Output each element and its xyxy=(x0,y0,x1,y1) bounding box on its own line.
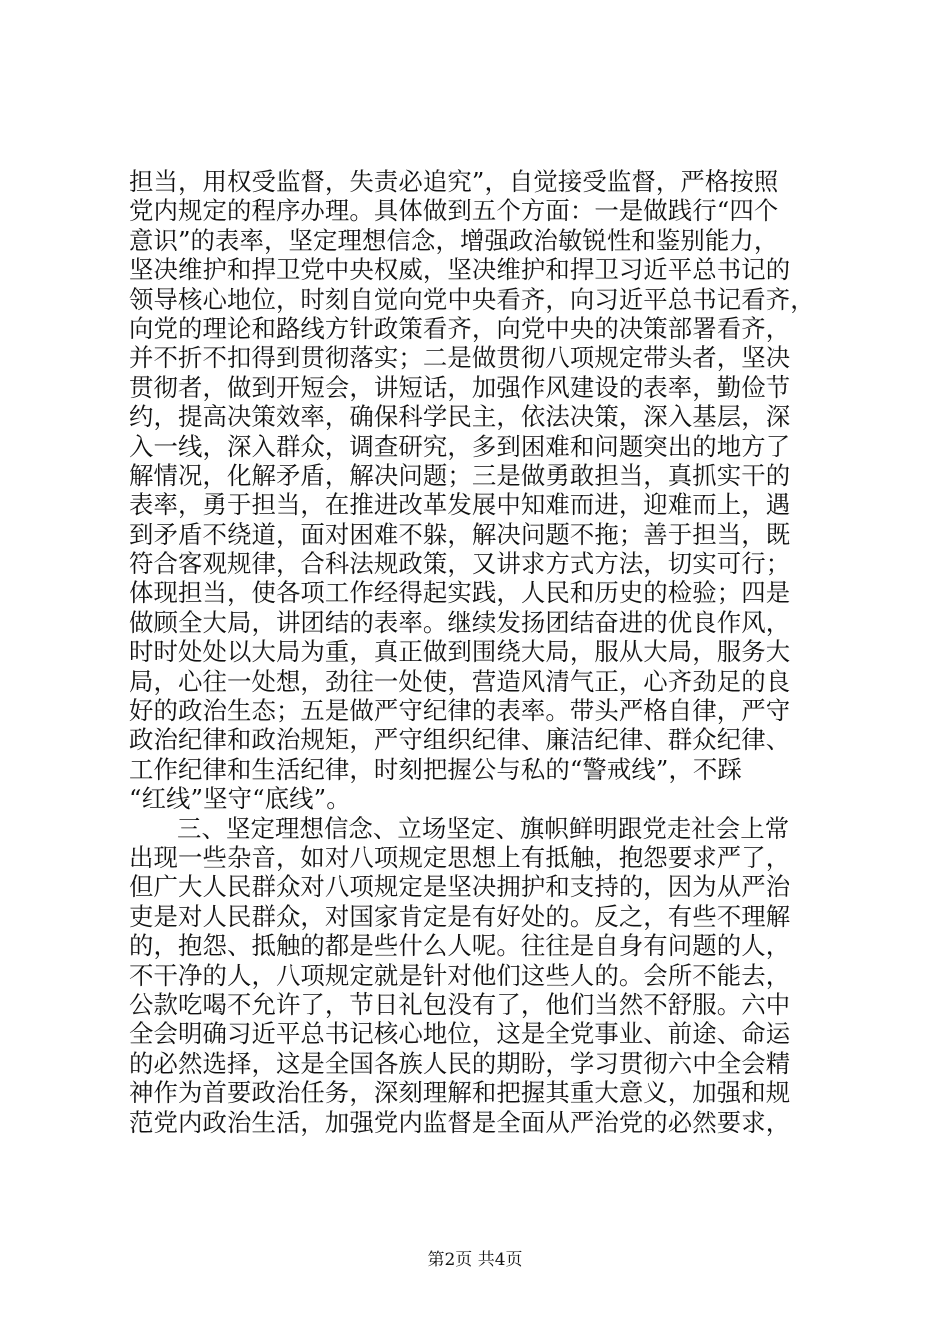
text-line: 表率，勇于担当，在推进改革发展中知难而进，迎难而上，遇 xyxy=(129,490,791,520)
text-line: 贯彻者，做到开短会，讲短话，加强作风建设的表率，勤俭节 xyxy=(129,372,791,402)
paragraph-1 xyxy=(129,167,829,814)
text-line: 好的政治生态；五是做严守纪律的表率。带头严格自律，严守 xyxy=(129,696,791,726)
page-number: 第2页 共4页 xyxy=(427,1250,523,1270)
text-line: 到矛盾不绕道，面对困难不躲，解决问题不拖；善于担当，既 xyxy=(129,519,791,549)
text-line: 解情况，化解矛盾，解决问题；三是做勇敢担当，真抓实干的 xyxy=(129,460,791,490)
text-line: 的，抱怨、抵触的都是些什么人呢。往往是自身有问题的人， xyxy=(129,931,791,961)
text-line: 吏是对人民群众，对国家肯定是有好处的。反之，有些不理解 xyxy=(129,901,791,931)
text-line: 但广大人民群众对八项规定是坚决拥护和支持的，因为从严治 xyxy=(129,872,791,902)
text-line: 约，提高决策效率，确保科学民主，依法决策，深入基层，深 xyxy=(129,402,791,432)
text-line: 体现担当，使各项工作经得起实践，人民和历史的检验；四是 xyxy=(129,578,791,608)
text-line: 全会明确习近平总书记核心地位，这是全党事业、前途、命运 xyxy=(129,1019,791,1049)
text-line: 范党内政治生活，加强党内监督是全面从严治党的必然要求， xyxy=(129,1107,791,1137)
text-line: 神作为首要政治任务，深刻理解和把握其重大意义，加强和规 xyxy=(129,1078,791,1108)
text-line: 公款吃喝不允许了，节日礼包没有了，他们当然不舒服。六中 xyxy=(129,989,791,1019)
text-line: 出现一些杂音，如对八项规定思想上有抵触，抱怨要求严了， xyxy=(129,842,791,872)
text-line: 的必然选择，这是全国各族人民的期盼，学习贯彻六中全会精 xyxy=(129,1048,791,1078)
text-line: 并不折不扣得到贯彻落实；二是做贯彻八项规定带头者，坚决 xyxy=(129,343,791,373)
text-line: “红线”坚守“底线”。 xyxy=(129,784,351,814)
text-line: 三、坚定理想信念、立场坚定、旗帜鲜明跟党走社会上常 xyxy=(177,813,790,843)
text-line: 意识”的表率，坚定理想信念，增强政治敏锐性和鉴别能力， xyxy=(129,225,779,255)
text-line: 局，心往一处想，劲往一处使，营造风清气正，心齐劲足的良 xyxy=(129,666,791,696)
text-line: 时时处处以大局为重，真正做到围绕大局，服从大局，服务大 xyxy=(129,637,791,667)
paragraph-2 xyxy=(129,814,829,1137)
text-line: 党内规定的程序办理。具体做到五个方面：一是做践行“四个 xyxy=(129,196,779,226)
text-line: 政治纪律和政治规矩，严守组织纪律、廉洁纪律、群众纪律、 xyxy=(129,725,791,755)
body-text xyxy=(129,167,829,1137)
text-line: 向党的理论和路线方针政策看齐，向党中央的决策部署看齐， xyxy=(129,313,791,343)
text-line: 符合客观规律，合科法规政策，又讲求方式方法，切实可行； xyxy=(129,549,791,579)
text-line: 不干净的人，八项规定就是针对他们这些人的。会所不能去， xyxy=(129,960,791,990)
text-line: 入一线，深入群众，调查研究，多到困难和问题突出的地方了 xyxy=(129,431,791,461)
text-line: 担当，用权受监督，失责必追究”，自觉接受监督，严格按照 xyxy=(129,167,779,196)
page-footer xyxy=(0,1245,950,1270)
text-line: 做顾全大局，讲团结的表率。继续发扬团结奋进的优良作风， xyxy=(129,607,791,637)
text-line: 领导核心地位，时刻自觉向党中央看齐，向习近平总书记看齐， xyxy=(129,284,815,314)
text-line: 坚决维护和捍卫党中央权威，坚决维护和捍卫习近平总书记的 xyxy=(129,255,791,285)
text-line: 工作纪律和生活纪律，时刻把握公与私的“警戒线”，不踩 xyxy=(129,754,742,784)
